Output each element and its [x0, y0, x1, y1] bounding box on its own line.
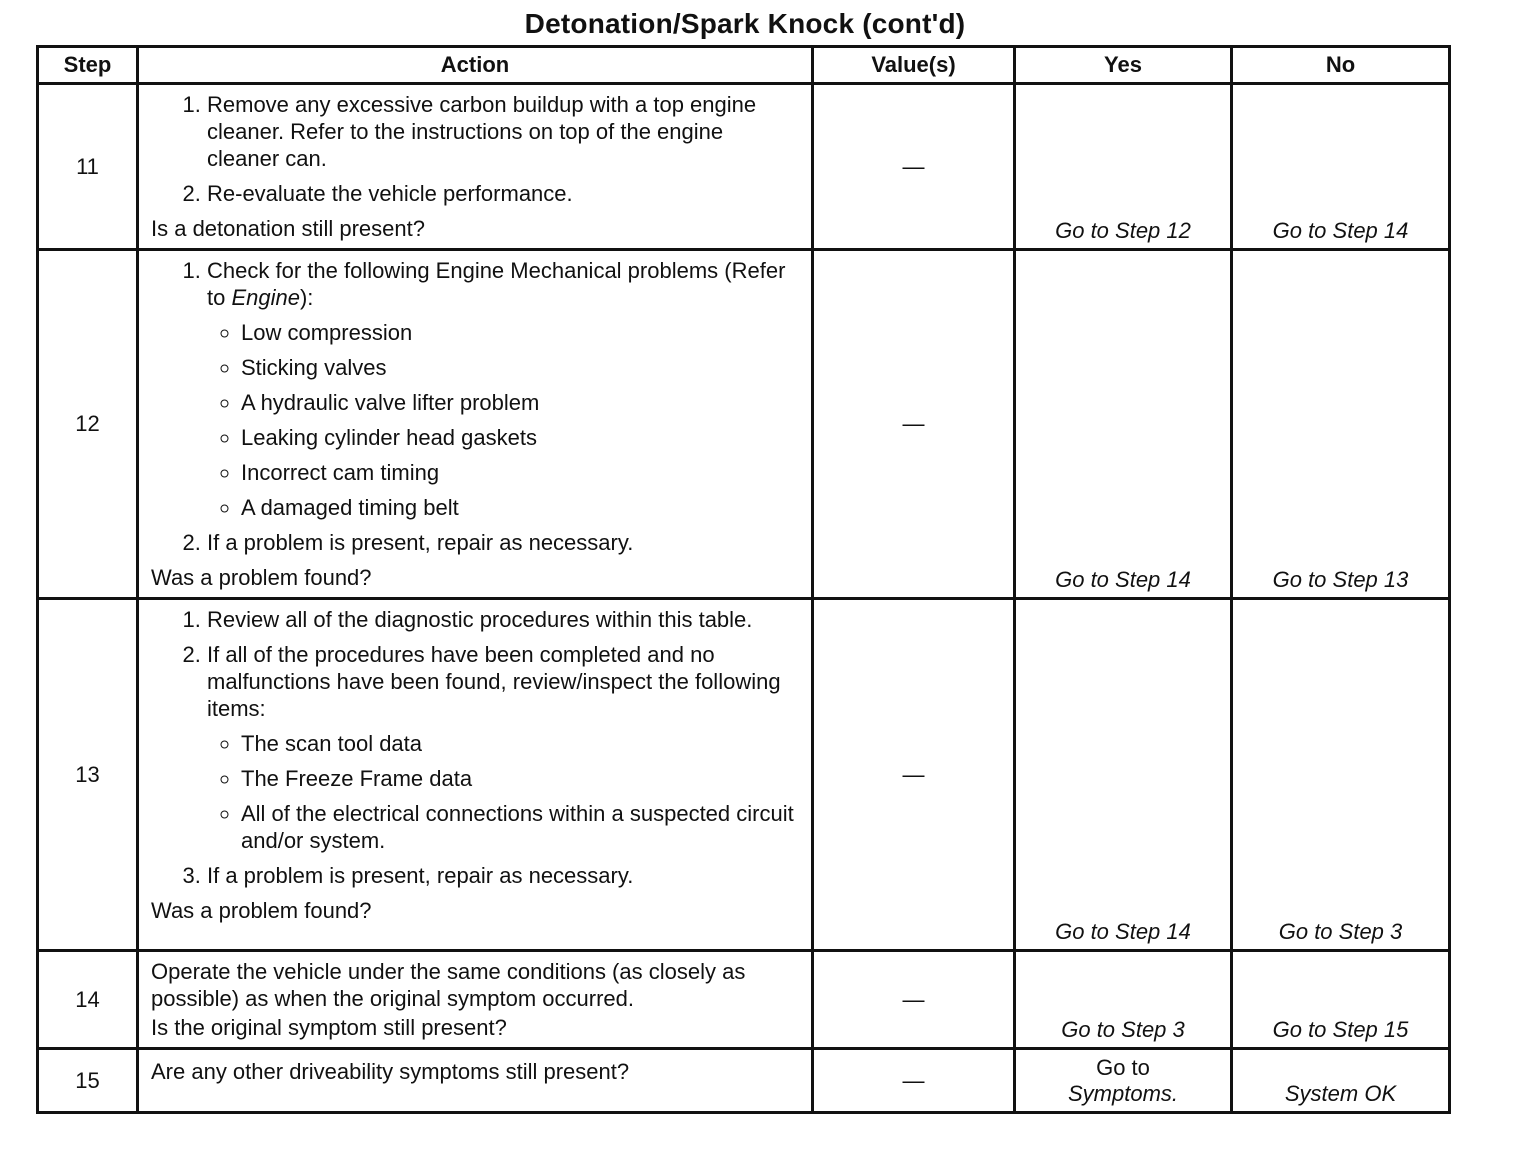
action-step: 2. If a problem is present, repair as necessary. — [207, 529, 801, 556]
action-question: Is a detonation still present? — [151, 216, 425, 241]
yes-cell: Go to Step 14 — [1015, 250, 1232, 599]
check-item: ◦ Leaking cylinder head gaskets — [241, 424, 801, 451]
value-cell: — — [813, 599, 1015, 951]
no-cell: Go to Step 14 — [1232, 84, 1450, 250]
inspect-item: ◦ All of the electrical connections within a suspected circuit and/or system. — [241, 800, 801, 854]
step-number: 13 — [38, 599, 138, 951]
action-cell — [138, 951, 813, 1049]
action-cell — [138, 1049, 813, 1113]
table-row — [38, 599, 1450, 951]
manual-reference: Engine — [231, 285, 300, 310]
table-row — [38, 1049, 1450, 1113]
action-step — [207, 257, 801, 521]
check-item: ◦ Incorrect cam timing — [241, 459, 801, 486]
yes-cell: Go to Step 14 — [1015, 599, 1232, 951]
step-number: 15 — [38, 1049, 138, 1113]
table-row — [38, 84, 1450, 250]
action-steps — [151, 606, 801, 889]
action-cell — [138, 599, 813, 951]
value-cell: — — [813, 951, 1015, 1049]
yes-cell: Go to Step 12 — [1015, 84, 1232, 250]
step-number: 14 — [38, 951, 138, 1049]
action-step-text: If all of the procedures have been completed and no malfunctions have been found, review/inspect the following items: — [207, 642, 781, 721]
action-question: Are any other driveability symptoms still present? — [151, 1059, 630, 1084]
header-yes: Yes — [1015, 47, 1232, 84]
action-question: Was a problem found? — [151, 898, 372, 923]
header-values: Value(s) — [813, 47, 1015, 84]
action-step: 2. Re-evaluate the vehicle performance. — [207, 180, 801, 207]
action-step — [207, 641, 801, 854]
action-cell — [138, 84, 813, 250]
check-item: ◦ A hydraulic valve lifter problem — [241, 389, 801, 416]
value-cell: — — [813, 250, 1015, 599]
action-step: 3. If a problem is present, repair as necessary. — [207, 862, 801, 889]
value-cell: — — [813, 1049, 1015, 1113]
header-no: No — [1232, 47, 1450, 84]
action-cell — [138, 250, 813, 599]
action-steps — [151, 257, 801, 556]
inspect-item: ◦ The Freeze Frame data — [241, 765, 801, 792]
inspect-item: ◦ The scan tool data — [241, 730, 801, 757]
yes-prefix: Go to — [1096, 1055, 1150, 1080]
step-number: 12 — [38, 250, 138, 599]
action-question: Was a problem found? — [151, 565, 372, 590]
symptoms-reference: Symptoms. — [1067, 1081, 1179, 1106]
action-step: 1. Review all of the diagnostic procedures within this table. — [207, 606, 801, 633]
table-row — [38, 250, 1450, 599]
action-step-text: ): — [299, 285, 314, 310]
check-item: ◦ Sticking valves — [241, 354, 801, 381]
no-cell: Go to Step 15 — [1232, 951, 1450, 1049]
diagnostic-table — [36, 45, 1451, 1114]
step-number: 11 — [38, 84, 138, 250]
action-step: 1. Remove any excessive carbon buildup with a top engine cleaner. Refer to the instructions on top of the engine cleaner can. — [207, 91, 801, 172]
check-list — [207, 319, 801, 521]
no-cell: Go to Step 3 — [1232, 599, 1450, 951]
no-cell: System OK — [1232, 1049, 1450, 1113]
no-cell: Go to Step 13 — [1232, 250, 1450, 599]
yes-cell: Go to Step 3 — [1015, 951, 1232, 1049]
action-step-text: Check for the following Engine Mechanical problems (Refer to — [207, 258, 786, 310]
value-cell: — — [813, 84, 1015, 250]
table-row — [38, 951, 1450, 1049]
action-steps — [151, 91, 801, 207]
action-text: Operate the vehicle under the same conditions (as closely as possible) as when the original symptom occurred. — [151, 959, 746, 1011]
header-action: Action — [138, 47, 813, 84]
page-title: Detonation/Spark Knock (cont'd) — [524, 8, 966, 39]
table-header-row — [38, 47, 1450, 84]
check-item: ◦ Low compression — [241, 319, 801, 346]
yes-cell — [1015, 1049, 1232, 1113]
header-step: Step — [38, 47, 138, 84]
check-item: ◦ A damaged timing belt — [241, 494, 801, 521]
action-question: Is the original symptom still present? — [151, 1015, 507, 1040]
inspect-list — [207, 730, 801, 854]
